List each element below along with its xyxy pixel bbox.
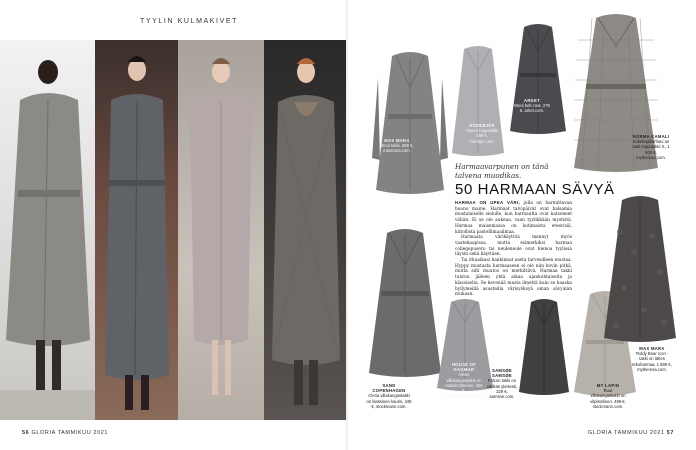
product-coat-3 [506,21,570,136]
article-kicker: Harmaavarpunen on tänä talvena muodikas. [455,162,549,180]
product-caption-1: MAX MARA Wool takki, 699 €, maxmara.com. [380,138,414,154]
product-coat-1 [370,48,450,198]
product-coat-7 [515,296,573,396]
product-caption-9: MAX MARA Teddy Bear Icon -takki on lähes tekoharmaa, 1 889 €, mytheresa.com. [632,346,672,372]
right-publication: GLORIA TAMMIKUU 2021 [587,430,665,436]
right-folio [588,430,674,436]
left-page-number: 56 [22,430,30,436]
article-paragraph-3: Tai itkuaikasi hankinnat aseta tarvesilleen mustaa. Hyppy mustasta harmaaseen ei ole niin kovin pitkä, mutta silti muutos on merkittävä. Harmaa takki tuntuu jälleen yhtä aikaa ajankohtaiselta ja klassiselta. Se kevenää musta ilmettä kuin se haaska hyllymeillä asusteilla värisyöksyä oman sävyalan mukaan. [455,258,572,298]
article-paragraph-1: HARMAA ON UPEA VÄRI, jolla on harmittavan huono maine. Harmaat talvipäivät ovat balsamia mustalaiselle sielulle, kun harmautta ovat katsoneet vähän. Ei se ole aukeaa, vaan tyylikkään mystistä. Harmaa maisemassa on kotimaista eteerisiä, kiitollista pastellimaailmaa. [455,200,572,235]
product-caption-2: RODEBJER Tweed toppatakki 499 €, rodebjer.com. [465,123,499,144]
article-paragraph-2: Harmaata värikäyttöä mennyt myös vaatekaapissa, mutta esimerkiksi harmaa collegepusero tai neuleneule ovat hienoa tyylissä täysin sekä käyttäen. [455,235,572,258]
left-folio [22,430,108,436]
product-caption-4: NORMA KAMALI Kalastajakamani on nätti toppatakki tr., 1 500 €, mytheresa.com. [632,134,670,160]
right-page-number: 57 [666,430,674,436]
article-headline: 50 HARMAAN SÄVYÄ [455,181,615,198]
article-lead: HARMAA ON UPEA VÄRI, [455,200,520,205]
runway-photo-1 [0,40,95,420]
product-caption-7: SAMSØE SAMSØE Falcon takki on värikäs yleisesti, 329 €, samsoe.com. [486,368,518,400]
left-publication: GLORIA TAMMIKUU 2021 [31,430,109,436]
product-caption-5: SAND COPENHAGEN Cleria villakangastakki on klassinen kauris, 449 €, stockmann.com. [366,383,412,409]
product-caption-3: ARKET Wool belt coat, 279 €, arket.com. [514,98,550,114]
section-title: TYYLIN KULMAKIVET [140,18,238,25]
runway-photo-2 [95,40,178,420]
article-body [455,200,572,298]
runway-photo-strip [0,40,348,420]
runway-photo-3 [178,40,264,420]
product-coat-9 [600,192,680,344]
product-caption-6: HOUSE OF DAGMAR Alisse villakangastakki on maksimittainen, 399 €, houseofdagmar.com. [445,362,485,399]
runway-photo-4 [264,40,348,420]
product-caption-8: MY LAPIN Ruut villakangastakki on vilpistolinen, 499 €, stockmann.com. [590,383,626,409]
